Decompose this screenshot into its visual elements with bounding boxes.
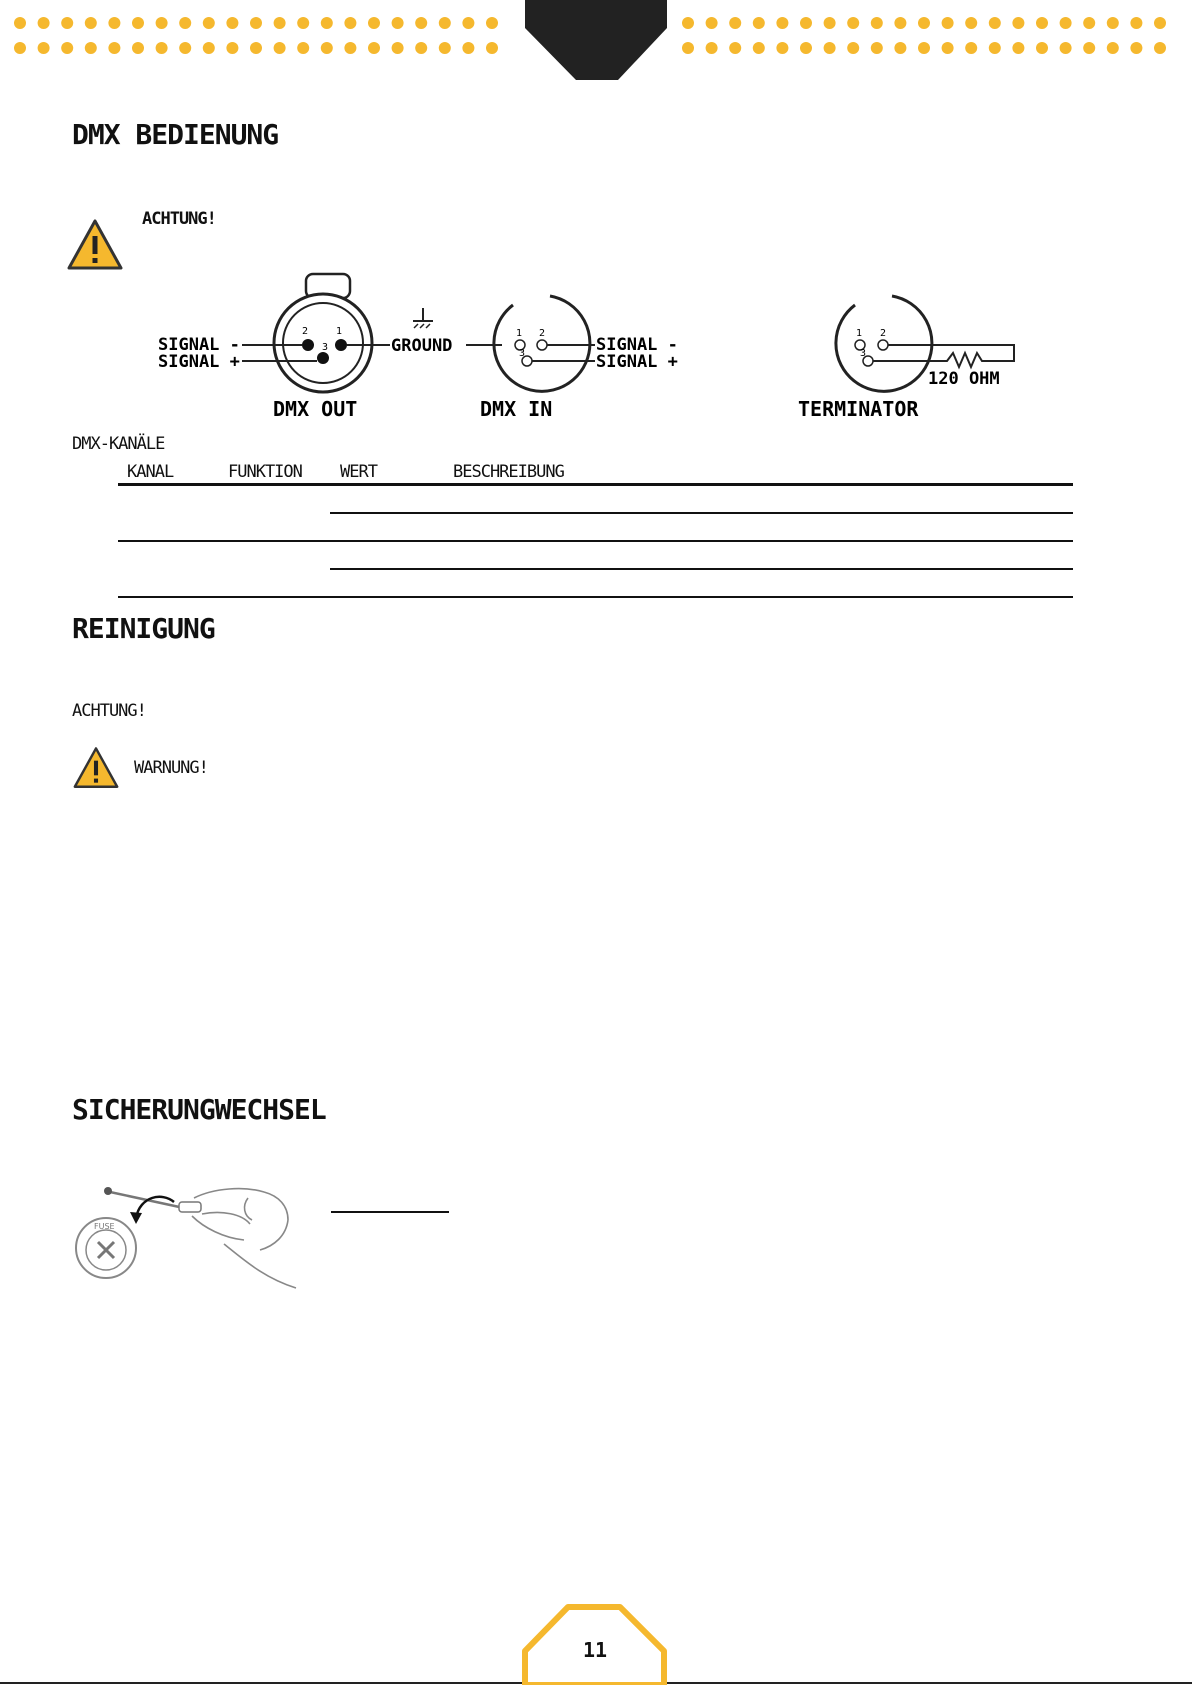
header-dot bbox=[942, 17, 954, 29]
dmx-in-signal-plus: SIGNAL + bbox=[596, 352, 678, 372]
header-dot bbox=[392, 42, 404, 54]
header-dot bbox=[706, 17, 718, 29]
header-dot bbox=[1036, 17, 1048, 29]
header-dot bbox=[415, 17, 427, 29]
dmx-in-signal-minus: SIGNAL - bbox=[596, 335, 678, 355]
header-dot bbox=[894, 42, 906, 54]
header-dot bbox=[871, 17, 883, 29]
header-dot bbox=[132, 42, 144, 54]
fuse-replacement-illustration bbox=[74, 1180, 304, 1295]
header-dot bbox=[1036, 42, 1048, 54]
header-dot bbox=[776, 17, 788, 29]
terminator-connector bbox=[836, 296, 932, 391]
header-dot bbox=[1083, 17, 1095, 29]
header-dot bbox=[1107, 17, 1119, 29]
dmx-in-connector bbox=[494, 296, 590, 391]
column-header-funktion: FUNKTION bbox=[228, 462, 302, 482]
cleaning-warning-label: WARNUNG! bbox=[134, 758, 208, 778]
column-header-kanal: KANAL bbox=[127, 462, 174, 482]
table-row-divider bbox=[118, 540, 1073, 542]
header-dot bbox=[85, 17, 97, 29]
header-dot bbox=[203, 42, 215, 54]
header-dot bbox=[274, 17, 286, 29]
header-dot bbox=[226, 42, 238, 54]
header-dot bbox=[250, 42, 262, 54]
terminator-resistor-label: 120 OHM bbox=[928, 369, 1000, 389]
header-dot bbox=[14, 42, 26, 54]
header-dot bbox=[871, 42, 883, 54]
header-dot bbox=[38, 17, 50, 29]
screwdriver-icon bbox=[104, 1187, 201, 1212]
header-dot bbox=[85, 42, 97, 54]
header-dot bbox=[297, 42, 309, 54]
header-dot bbox=[156, 42, 168, 54]
header-dot bbox=[1107, 42, 1119, 54]
header-dot bbox=[108, 17, 120, 29]
header-dot bbox=[226, 17, 238, 29]
header-dot bbox=[800, 17, 812, 29]
header-dot bbox=[250, 17, 262, 29]
header-dot bbox=[61, 42, 73, 54]
warning-icon bbox=[72, 746, 120, 790]
header-dot bbox=[682, 17, 694, 29]
fuse-cap-text: FUSE bbox=[94, 1222, 115, 1231]
ground-label: GROUND bbox=[391, 336, 453, 356]
header-dot bbox=[1154, 42, 1166, 54]
header-dot bbox=[918, 17, 930, 29]
fuse-text-underline bbox=[331, 1211, 449, 1213]
dmx-in-pin-3: 3 bbox=[519, 348, 526, 359]
table-row-divider bbox=[330, 512, 1073, 514]
header-dot bbox=[753, 42, 765, 54]
header-tab-shape bbox=[525, 0, 667, 80]
channels-title: DMX-KANÄLE bbox=[72, 434, 165, 454]
header-dot bbox=[321, 42, 333, 54]
header-dot bbox=[179, 42, 191, 54]
header-dot bbox=[179, 17, 191, 29]
header-dot bbox=[344, 42, 356, 54]
dmx-out-pin-1: 1 bbox=[336, 326, 343, 337]
dmx-out-signal-minus: SIGNAL - bbox=[158, 335, 240, 355]
header-dot bbox=[1060, 17, 1072, 29]
dmx-in-label: DMX IN bbox=[480, 397, 553, 421]
header-dot bbox=[753, 17, 765, 29]
dmx-out-signal-plus: SIGNAL + bbox=[158, 352, 240, 372]
column-header-wert: WERT bbox=[340, 462, 377, 482]
header-dot bbox=[965, 42, 977, 54]
header-dot bbox=[156, 17, 168, 29]
dmx-out-pin-2: 2 bbox=[302, 326, 309, 337]
hand-illustration bbox=[192, 1189, 296, 1288]
header-dot bbox=[965, 17, 977, 29]
header-dot bbox=[918, 42, 930, 54]
footer-page-badge bbox=[0, 1595, 1192, 1685]
warning-icon bbox=[66, 218, 124, 272]
ground-icon bbox=[413, 308, 433, 328]
header-dot bbox=[486, 42, 498, 54]
header-dot bbox=[439, 17, 451, 29]
header-dot bbox=[682, 42, 694, 54]
fuse-section-title: SICHERUNGWECHSEL bbox=[72, 1093, 326, 1126]
page-number: 11 bbox=[582, 1638, 608, 1662]
dmx-out-connector bbox=[274, 274, 372, 392]
header-dot bbox=[800, 42, 812, 54]
header-dot bbox=[392, 17, 404, 29]
header-dot bbox=[1130, 17, 1142, 29]
header-dot bbox=[344, 17, 356, 29]
dmx-connector-diagram bbox=[150, 268, 1030, 428]
header-dot bbox=[942, 42, 954, 54]
header-dot bbox=[847, 17, 859, 29]
dmx-in-pin-1: 1 bbox=[516, 328, 523, 339]
header-dot bbox=[1154, 17, 1166, 29]
header-dot bbox=[368, 17, 380, 29]
dmx-in-pin-2: 2 bbox=[539, 328, 546, 339]
header-dot bbox=[989, 17, 1001, 29]
header-dot bbox=[824, 17, 836, 29]
dmx-out-label: DMX OUT bbox=[273, 397, 358, 421]
header-dot bbox=[368, 42, 380, 54]
header-dot bbox=[1060, 42, 1072, 54]
header-dots-left bbox=[14, 17, 498, 54]
header-dot bbox=[894, 17, 906, 29]
cleaning-section-title: REINIGUNG bbox=[72, 612, 215, 645]
header-dot bbox=[1083, 42, 1095, 54]
terminator-label: TERMINATOR bbox=[798, 397, 919, 421]
header-dot bbox=[108, 42, 120, 54]
dmx-warning-label: ACHTUNG! bbox=[142, 209, 216, 229]
header-dot bbox=[61, 17, 73, 29]
header-dot-band bbox=[0, 0, 1192, 90]
header-dot bbox=[462, 42, 474, 54]
fuse-holder-icon bbox=[76, 1218, 136, 1278]
header-dot bbox=[486, 17, 498, 29]
header-dot bbox=[989, 42, 1001, 54]
column-header-beschreibung: BESCHREIBUNG bbox=[453, 462, 564, 482]
header-dot bbox=[38, 42, 50, 54]
terminator-pin-2: 2 bbox=[880, 328, 887, 339]
header-dot bbox=[847, 42, 859, 54]
cleaning-attention-label: ACHTUNG! bbox=[72, 701, 146, 721]
header-dot bbox=[439, 42, 451, 54]
header-dots-right bbox=[682, 17, 1166, 54]
header-dot bbox=[1012, 42, 1024, 54]
header-dot bbox=[415, 42, 427, 54]
header-dot bbox=[729, 17, 741, 29]
table-header-rule bbox=[118, 483, 1073, 486]
header-dot bbox=[706, 42, 718, 54]
header-dot bbox=[132, 17, 144, 29]
header-dot bbox=[297, 17, 309, 29]
terminator-pin-1: 1 bbox=[856, 328, 863, 339]
header-dot bbox=[14, 17, 26, 29]
dmx-out-pin-3: 3 bbox=[322, 342, 329, 353]
terminator-resistor bbox=[873, 345, 1014, 367]
dmx-section-title: DMX BEDIENUNG bbox=[72, 118, 279, 151]
header-dot bbox=[462, 17, 474, 29]
table-row-divider bbox=[330, 568, 1073, 570]
header-dot bbox=[1012, 17, 1024, 29]
header-dot bbox=[824, 42, 836, 54]
header-dot bbox=[274, 42, 286, 54]
terminator-pin-3: 3 bbox=[860, 348, 867, 359]
header-dot bbox=[776, 42, 788, 54]
header-dot bbox=[321, 17, 333, 29]
header-dot bbox=[729, 42, 741, 54]
table-bottom-rule bbox=[118, 596, 1073, 598]
header-dot bbox=[1130, 42, 1142, 54]
header-dot bbox=[203, 17, 215, 29]
